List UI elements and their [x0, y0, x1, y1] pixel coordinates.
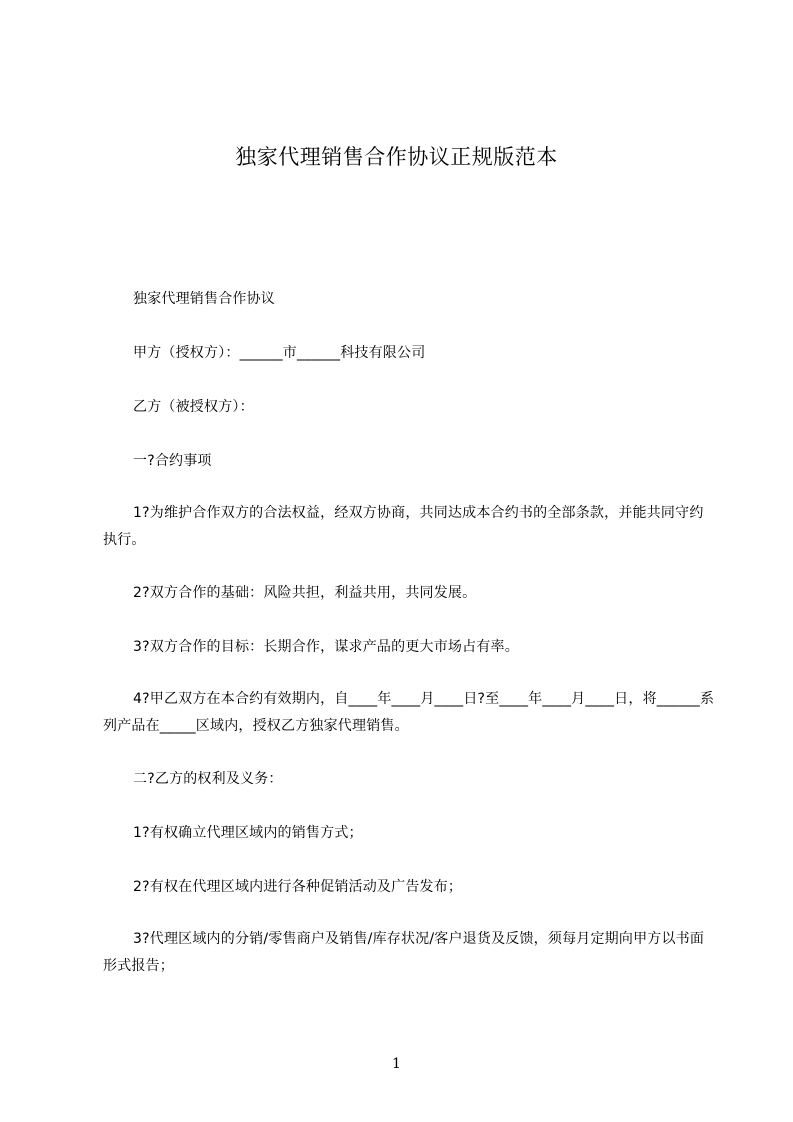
page-number: 1: [392, 1056, 401, 1072]
party-b-line: 乙方（被授权方）：: [133, 399, 254, 415]
party-a-line: 甲方（授权方）：______市______科技有限公司: [133, 345, 426, 361]
clause-2-2: 2?有权在代理区域内进行各种促销活动及广告发布；: [133, 879, 463, 895]
agreement-subtitle: 独家代理销售合作协议: [133, 291, 275, 307]
document-title: 独家代理销售合作协议正规版范本: [235, 145, 558, 169]
clause-1-4: 4?甲乙双方在本合约有效期内，自____年____月____日?至____年____月____日，将______系列产品在_____区域内，授权乙方独家代理销售。: [103, 691, 715, 734]
clause-2-1: 1?有权确立代理区域内的销售方式；: [133, 825, 363, 841]
section-one-heading: 一?合约事项: [133, 453, 212, 469]
clause-1-3: 3?双方合作的目标：长期合作，谋求产品的更大市场占有率。: [133, 639, 519, 655]
clause-1-1: 1?为维护合作双方的合法权益，经双方协商，共同达成本合约书的全部条款，并能共同守约执行。: [103, 505, 704, 548]
section-two-heading: 二?乙方的权利及义务：: [133, 771, 283, 787]
clause-2-3: 3?代理区域内的分销/零售商户及销售/库存状况/客户退货及反馈，须每月定期向甲方以书面形式报告；: [103, 931, 705, 974]
clause-1-2: 2?双方合作的基础：风险共担，利益共用，共同发展。: [133, 585, 477, 601]
